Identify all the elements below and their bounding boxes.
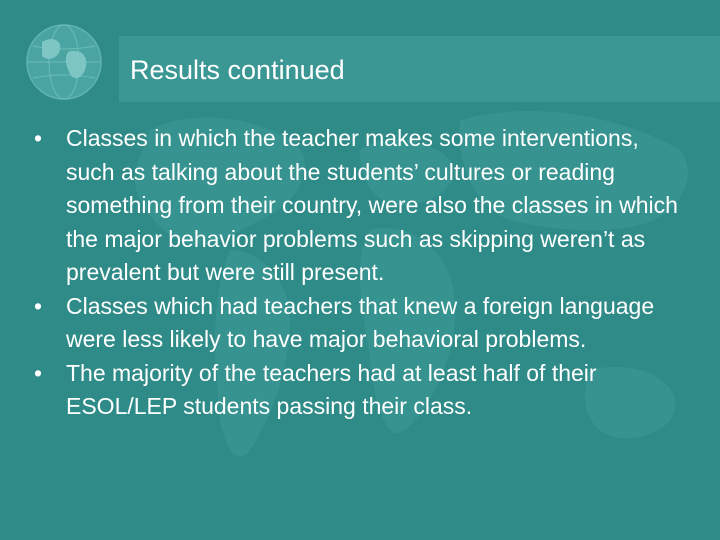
bullet-item	[30, 122, 690, 290]
bullet-marker: •	[33, 359, 43, 386]
bullet-marker: •	[33, 292, 43, 319]
bullet-text: Classes in which the teacher makes some interventions, such as talking about the students’ cultures or reading something from their country, were also the classes in which the major behavior problems such as skipping weren’t as prevalent but were still present.	[66, 125, 678, 285]
bullet-text: The majority of the teachers had at least half of their ESOL/LEP students passing their class.	[66, 359, 597, 419]
bullet-marker: •	[33, 125, 43, 151]
bullet-item	[30, 290, 690, 357]
bullet-item	[30, 357, 690, 424]
bullet-text: Classes which had teachers that knew a foreign language were less likely to have major behavioral problems.	[66, 292, 655, 352]
slide-title: Results continued	[130, 55, 345, 85]
globe-icon	[24, 22, 104, 102]
bullet-list	[30, 122, 690, 424]
